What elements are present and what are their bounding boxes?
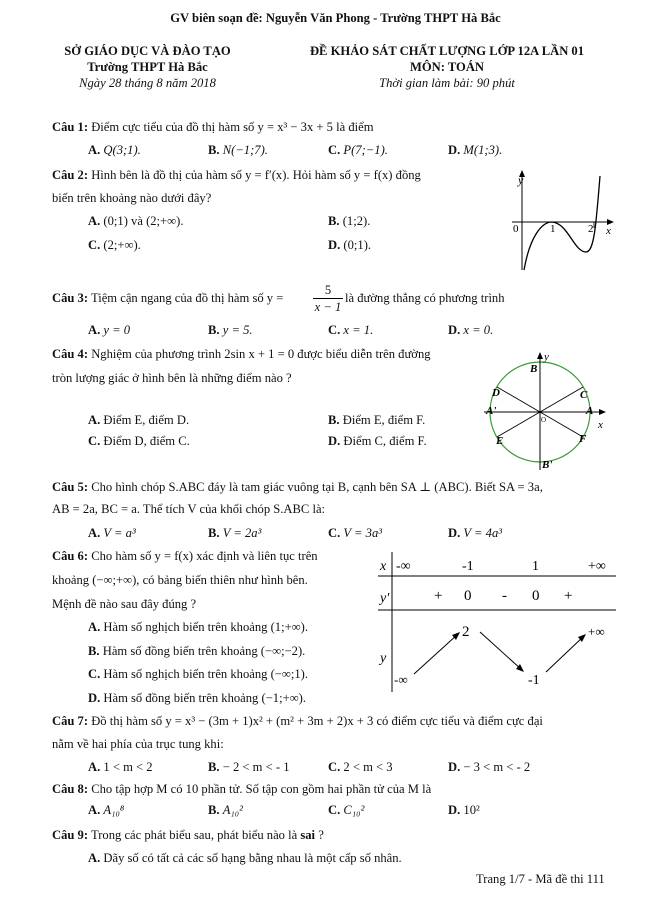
question-3: Câu 3: Tiệm cận ngang của đồ thị hàm số y = xyxy=(52,291,284,305)
question-8: Câu 8: Cho tập hợp M có 10 phần tử. Số tập con gồm hai phần tử của M là xyxy=(52,782,432,796)
q3-fraction: 5 x − 1 xyxy=(314,283,342,314)
question-5: Câu 5: Cho hình chóp S.ABC đáy là tam giác vuông tại B, cạnh bên SA ⊥ (ABC). Biết SA = 3a, xyxy=(52,480,543,494)
yp-sign-3: + xyxy=(564,588,573,604)
yp-zero-2: 0 xyxy=(532,588,540,604)
x-val-1: 1 xyxy=(532,559,539,574)
circle-origin: O xyxy=(541,416,547,424)
exam-subject: MÔN: TOÁN xyxy=(409,60,485,74)
yp-sign-2: - xyxy=(502,588,507,604)
derivative-graph xyxy=(508,166,618,274)
q7-option-c[interactable]: C. 2 < m < 3 xyxy=(328,760,393,774)
question-2: Câu 2: Hình bên là đồ thị của hàm số y = f′(x). Hỏi hàm số y = f(x) đồng xyxy=(52,168,421,182)
point-E: E xyxy=(496,435,504,447)
x-val-neg-inf: -∞ xyxy=(396,559,411,574)
x-val-pos-inf: +∞ xyxy=(588,559,606,574)
q1-option-d[interactable]: D. M(1;3). xyxy=(448,143,503,157)
author-line: GV biên soạn đề: Nguyễn Văn Phong - Trường THPT Hà Bắc xyxy=(170,11,501,25)
graph-tick-1: 1 xyxy=(550,223,556,235)
q8-option-d[interactable]: D. 10² xyxy=(448,803,480,817)
exam-date: Ngày 28 tháng 8 năm 2018 xyxy=(79,76,216,90)
y-val-2: 2 xyxy=(462,624,470,640)
q6-option-c[interactable]: C. Hàm số nghịch biến trên khoảng (−∞;1). xyxy=(88,667,308,681)
point-F: F xyxy=(579,433,587,445)
q8-option-c[interactable]: C. C₁₀² xyxy=(328,803,365,817)
q3-option-a[interactable]: A. y = 0 xyxy=(88,323,131,337)
question-9: Câu 9: Trong các phát biểu sau, phát biểu nào là sai ? xyxy=(52,828,324,842)
exam-time: Thời gian làm bài: 90 phút xyxy=(379,76,515,90)
graph-tick-2: 2 xyxy=(588,223,594,235)
circle-x-label: x xyxy=(598,419,603,431)
question-2-line2: biến trên khoảng nào dưới đây? xyxy=(52,191,212,205)
q6-option-d[interactable]: D. Hàm số đồng biến trên khoảng (−1;+∞). xyxy=(88,691,307,705)
graph-origin: 0 xyxy=(513,223,519,235)
q1-option-c[interactable]: C. P(7;−1). xyxy=(328,143,388,157)
point-A-prime: A' xyxy=(486,405,497,417)
question-text: Điểm cực tiểu của đồ thị hàm số y = x³ − 3x + 5 là điểm xyxy=(88,120,374,134)
graph-y-label: y xyxy=(518,173,524,187)
table-yprime-header: y' xyxy=(380,591,390,606)
q1-option-b[interactable]: B. N(−1;7). xyxy=(208,143,268,157)
point-B: B xyxy=(530,363,538,375)
question-5-line2: AB = 2a, BC = a. Thể tích V của khối chóp S.ABC là: xyxy=(52,502,326,516)
question-1 xyxy=(52,120,374,135)
question-4: Câu 4: Nghiệm của phương trình 2sin x + 1 = 0 được biểu diễn trên đường xyxy=(52,347,431,361)
question-6-line2: khoảng (−∞;+∞), có bảng biến thiên như hình bên. xyxy=(52,573,308,587)
point-D: D xyxy=(492,387,500,399)
yp-sign-1: + xyxy=(434,588,443,604)
question-7-line2: nằm về hai phía của trục tung khi: xyxy=(52,737,224,751)
dept-name: SỞ GIÁO DỤC VÀ ĐÀO TẠO xyxy=(64,44,231,58)
q3-option-c[interactable]: C. x = 1. xyxy=(328,323,374,337)
yp-zero-1: 0 xyxy=(464,588,472,604)
point-B-prime: B' xyxy=(542,459,553,471)
question-3-tail: là đường thẳng có phương trình xyxy=(345,291,505,305)
question-7: Câu 7: Đồ thị hàm số y = x³ − (3m + 1)x² + (m² + 3m + 2)x + 3 có điểm cực tiểu và điểm cực đại xyxy=(52,714,543,728)
y-val-neg1: -1 xyxy=(528,673,540,688)
q6-option-b[interactable]: B. Hàm số đồng biến trên khoảng (−∞;−2). xyxy=(88,644,306,658)
variation-table xyxy=(374,548,620,696)
q3-option-b[interactable]: B. y = 5. xyxy=(208,323,253,337)
q5-option-d[interactable]: D. V = 4a³ xyxy=(448,526,503,540)
q9-option-a[interactable]: A. Dãy số có tất cả các số hạng bằng nhau là một cấp số nhân. xyxy=(88,851,402,865)
question-4-line2: tròn lượng giác ở hình bên là những điểm nào ? xyxy=(52,371,292,385)
q8-option-b[interactable]: B. A₁₀² xyxy=(208,803,243,817)
q7-option-a[interactable]: A. 1 < m < 2 xyxy=(88,760,153,774)
table-x-header: x xyxy=(380,559,387,574)
page-footer: Trang 1/7 - Mã đề thi 111 xyxy=(476,872,605,886)
graph-x-label: x xyxy=(606,225,611,237)
circle-y-label: y xyxy=(544,351,549,363)
point-A: A xyxy=(586,405,594,417)
q5-option-a[interactable]: A. V = a³ xyxy=(88,526,136,540)
table-y-header: y xyxy=(380,651,387,666)
q4-option-c[interactable]: C. Điểm D, điểm C. xyxy=(88,434,190,448)
q4-option-b[interactable]: B. Điểm E, điểm F. xyxy=(328,413,426,427)
q6-option-a[interactable]: A. Hàm số nghịch biến trên khoảng (1;+∞). xyxy=(88,620,308,634)
q8-option-a[interactable]: A. A₁₀⁸ xyxy=(88,803,125,817)
q2-option-c[interactable]: C. (2;+∞). xyxy=(88,238,141,252)
exam-title: ĐỀ KHẢO SÁT CHẤT LƯỢNG LỚP 12A LẦN 01 xyxy=(309,44,585,58)
q5-option-b[interactable]: B. V = 2a³ xyxy=(208,526,262,540)
q4-option-d[interactable]: D. Điểm C, điểm F. xyxy=(328,434,427,448)
trig-circle xyxy=(482,350,612,472)
x-val-neg1: -1 xyxy=(462,559,474,574)
q2-option-d[interactable]: D. (0;1). xyxy=(328,238,372,252)
question-label: Câu 1: xyxy=(52,120,89,134)
q3-option-d[interactable]: D. x = 0. xyxy=(448,323,494,337)
question-6-line3: Mệnh đề nào sau đây đúng ? xyxy=(52,597,197,611)
point-C: C xyxy=(580,389,588,401)
q2-option-a[interactable]: A. (0;1) và (2;+∞). xyxy=(88,214,184,228)
question-6: Câu 6: Cho hàm số y = f(x) xác định và liên tục trên xyxy=(52,549,318,563)
q1-option-a[interactable]: A. Q(3;1). xyxy=(88,143,141,157)
y-val-neg-inf: -∞ xyxy=(394,672,408,687)
q4-option-a[interactable]: A. Điểm E, điểm D. xyxy=(88,413,190,427)
y-val-pos-inf: +∞ xyxy=(588,624,605,639)
q7-option-b[interactable]: B. − 2 < m < - 1 xyxy=(208,760,290,774)
q7-option-d[interactable]: D. − 3 < m < - 2 xyxy=(448,760,531,774)
school-name: Trường THPT Hà Bắc xyxy=(87,60,208,74)
q5-option-c[interactable]: C. V = 3a³ xyxy=(328,526,383,540)
q2-option-b[interactable]: B. (1;2). xyxy=(328,214,371,228)
